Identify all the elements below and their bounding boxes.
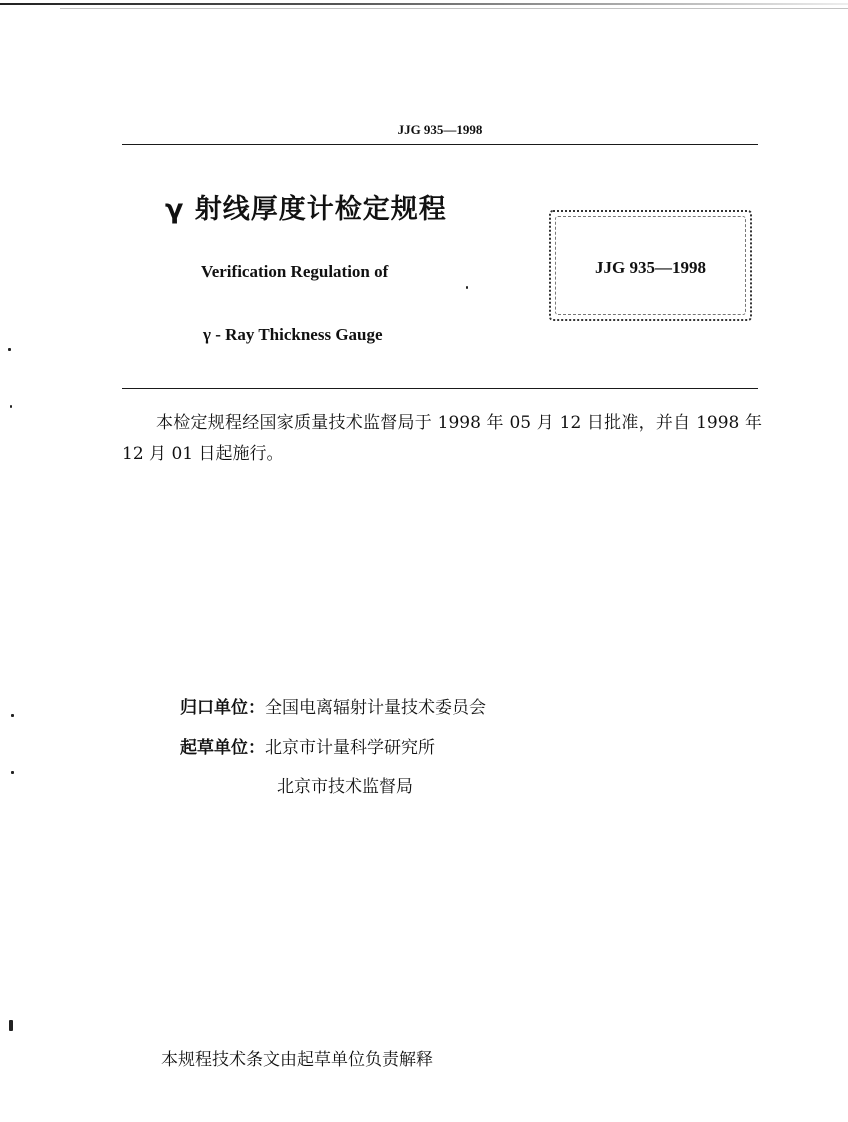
drafting-unit-value-2: 北京市技术监督局 (277, 777, 413, 797)
scan-speck (11, 771, 14, 774)
interpretation-note: 本规程技术条文由起草单位负责解释 (161, 1050, 433, 1070)
scan-speck (11, 714, 14, 717)
responsible-unit-row (180, 693, 486, 718)
scan-edge-line (0, 3, 848, 5)
scan-speck (10, 405, 12, 408)
responsible-unit-label: 归口单位： (180, 698, 265, 718)
title-section-rule (122, 388, 758, 389)
header-rule (122, 144, 758, 145)
drafting-unit-value-1: 北京市计量科学研究所 (265, 738, 435, 758)
scan-speck (8, 348, 11, 351)
scan-edge-line-faint (60, 8, 848, 9)
code-box-label: JJG 935—1998 (595, 258, 706, 277)
responsible-unit-value: 全国电离辐射计量技术委员会 (265, 698, 486, 718)
scan-speck (9, 1020, 13, 1031)
standard-code-box (549, 210, 752, 321)
title-english-line-2: γ - Ray Thickness Gauge (203, 325, 383, 344)
drafting-unit-row (180, 733, 435, 758)
title-chinese: γ 射线厚度计检定规程 (165, 194, 447, 225)
drafting-unit-row-2 (277, 772, 413, 797)
scan-speck (466, 286, 468, 289)
header-standard-code: JJG 935—1998 (397, 122, 483, 137)
title-english-line-1: Verification Regulation of (201, 262, 389, 281)
approval-statement: 本检定规程经国家质量技术监督局于 1998 年 05 月 12 日批准，并自 1998 年 12 月 01 日起施行。 (122, 413, 762, 464)
drafting-unit-label: 起草单位： (180, 738, 265, 758)
